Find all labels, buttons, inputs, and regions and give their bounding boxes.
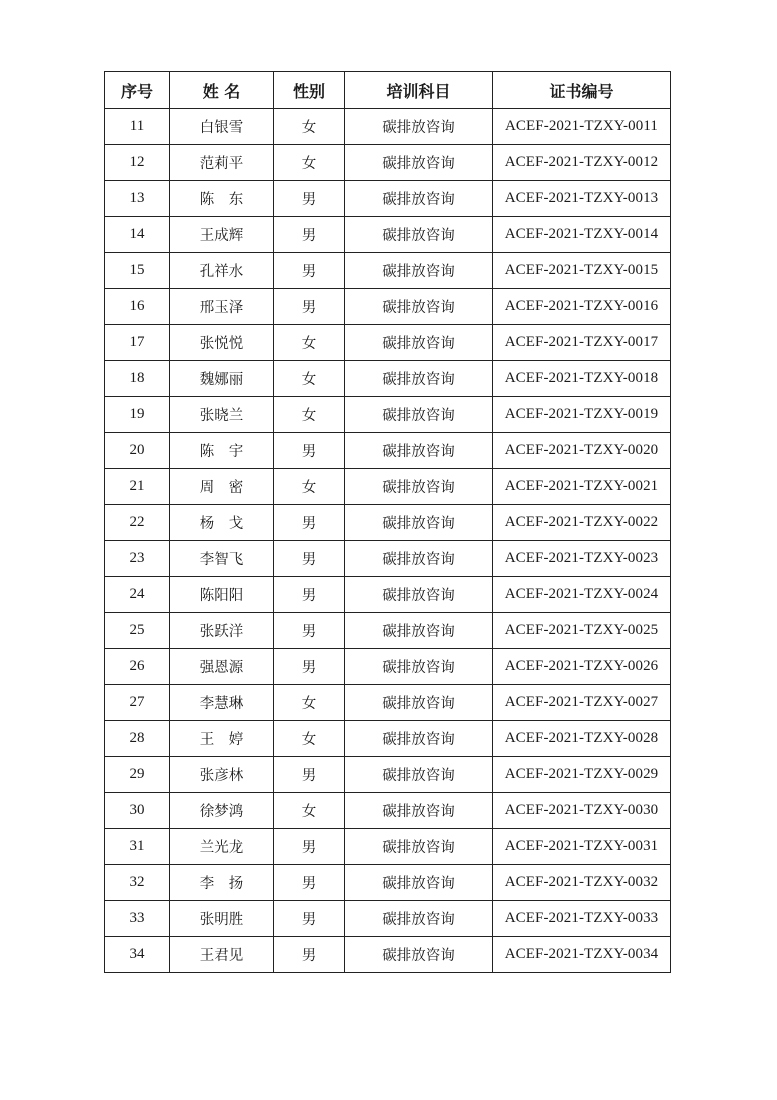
row-subject: 碳排放咨询 [345,145,493,181]
row-subject: 碳排放咨询 [345,109,493,145]
table-row [105,325,671,361]
row-name: 强恩源 [170,649,274,685]
row-index: 30 [105,793,170,829]
row-name: 周 密 [170,469,274,505]
row-subject: 碳排放咨询 [345,613,493,649]
row-name: 张彦林 [170,757,274,793]
row-gender: 男 [274,757,345,793]
row-subject: 碳排放咨询 [345,649,493,685]
row-subject: 碳排放咨询 [345,433,493,469]
row-certificate: ACEF-2021-TZXY-0019 [493,397,671,433]
row-index: 14 [105,217,170,253]
table-row [105,361,671,397]
row-index: 22 [105,505,170,541]
table-header [105,72,671,109]
row-gender: 男 [274,613,345,649]
row-subject: 碳排放咨询 [345,289,493,325]
row-name: 徐梦鸿 [170,793,274,829]
row-subject: 碳排放咨询 [345,325,493,361]
row-certificate: ACEF-2021-TZXY-0017 [493,325,671,361]
row-gender: 女 [274,397,345,433]
row-gender: 男 [274,901,345,937]
header-gender: 性别 [274,72,345,109]
row-gender: 男 [274,541,345,577]
row-certificate: ACEF-2021-TZXY-0020 [493,433,671,469]
row-index: 23 [105,541,170,577]
row-subject: 碳排放咨询 [345,469,493,505]
table-row [105,721,671,757]
row-subject: 碳排放咨询 [345,865,493,901]
row-subject: 碳排放咨询 [345,757,493,793]
row-subject: 碳排放咨询 [345,397,493,433]
table-row [105,505,671,541]
row-gender: 女 [274,469,345,505]
row-subject: 碳排放咨询 [345,361,493,397]
row-gender: 男 [274,865,345,901]
row-index: 17 [105,325,170,361]
certificate-roster-table [104,71,671,973]
row-subject: 碳排放咨询 [345,541,493,577]
table-row [105,217,671,253]
table-row [105,541,671,577]
row-gender: 男 [274,289,345,325]
row-certificate: ACEF-2021-TZXY-0025 [493,613,671,649]
row-certificate: ACEF-2021-TZXY-0016 [493,289,671,325]
table-row [105,433,671,469]
table-row [105,397,671,433]
table-row [105,469,671,505]
row-name: 王君见 [170,937,274,973]
row-name: 邢玉泽 [170,289,274,325]
row-subject: 碳排放咨询 [345,793,493,829]
row-certificate: ACEF-2021-TZXY-0024 [493,577,671,613]
row-name: 李智飞 [170,541,274,577]
row-gender: 女 [274,145,345,181]
row-name: 孔祥水 [170,253,274,289]
row-certificate: ACEF-2021-TZXY-0029 [493,757,671,793]
row-subject: 碳排放咨询 [345,577,493,613]
row-index: 11 [105,109,170,145]
row-index: 19 [105,397,170,433]
row-index: 26 [105,649,170,685]
row-gender: 女 [274,793,345,829]
row-name: 张悦悦 [170,325,274,361]
header-row [105,72,671,109]
row-name: 白银雪 [170,109,274,145]
row-certificate: ACEF-2021-TZXY-0030 [493,793,671,829]
table-row [105,649,671,685]
row-certificate: ACEF-2021-TZXY-0013 [493,181,671,217]
table-row [105,865,671,901]
row-subject: 碳排放咨询 [345,901,493,937]
row-name: 张晓兰 [170,397,274,433]
row-certificate: ACEF-2021-TZXY-0028 [493,721,671,757]
row-name: 王成辉 [170,217,274,253]
row-certificate: ACEF-2021-TZXY-0012 [493,145,671,181]
row-index: 32 [105,865,170,901]
row-subject: 碳排放咨询 [345,685,493,721]
row-gender: 女 [274,325,345,361]
row-index: 15 [105,253,170,289]
row-gender: 女 [274,361,345,397]
header-certificate: 证书编号 [493,72,671,109]
row-index: 31 [105,829,170,865]
table-row [105,829,671,865]
row-gender: 男 [274,937,345,973]
row-gender: 男 [274,505,345,541]
row-certificate: ACEF-2021-TZXY-0034 [493,937,671,973]
row-name: 李 扬 [170,865,274,901]
table-row [105,937,671,973]
row-index: 20 [105,433,170,469]
header-subject: 培训科目 [345,72,493,109]
table-row [105,613,671,649]
row-index: 27 [105,685,170,721]
row-subject: 碳排放咨询 [345,217,493,253]
row-subject: 碳排放咨询 [345,937,493,973]
row-index: 28 [105,721,170,757]
row-subject: 碳排放咨询 [345,181,493,217]
row-index: 21 [105,469,170,505]
row-index: 29 [105,757,170,793]
row-gender: 男 [274,433,345,469]
row-certificate: ACEF-2021-TZXY-0032 [493,865,671,901]
row-gender: 男 [274,577,345,613]
row-name: 李慧琳 [170,685,274,721]
header-name: 姓 名 [170,72,274,109]
row-index: 12 [105,145,170,181]
row-certificate: ACEF-2021-TZXY-0022 [493,505,671,541]
row-certificate: ACEF-2021-TZXY-0033 [493,901,671,937]
table-row [105,685,671,721]
row-gender: 男 [274,253,345,289]
row-gender: 女 [274,109,345,145]
row-name: 陈 宇 [170,433,274,469]
row-gender: 男 [274,181,345,217]
row-index: 24 [105,577,170,613]
header-index: 序号 [105,72,170,109]
row-gender: 男 [274,649,345,685]
table-row [105,109,671,145]
row-name: 陈 东 [170,181,274,217]
table-row [105,289,671,325]
row-index: 25 [105,613,170,649]
row-name: 陈阳阳 [170,577,274,613]
table-row [105,253,671,289]
row-gender: 男 [274,829,345,865]
row-index: 13 [105,181,170,217]
row-gender: 男 [274,217,345,253]
row-index: 18 [105,361,170,397]
row-certificate: ACEF-2021-TZXY-0026 [493,649,671,685]
row-name: 张跃洋 [170,613,274,649]
table-row [105,757,671,793]
row-subject: 碳排放咨询 [345,721,493,757]
row-index: 34 [105,937,170,973]
row-certificate: ACEF-2021-TZXY-0014 [493,217,671,253]
row-certificate: ACEF-2021-TZXY-0021 [493,469,671,505]
table-row [105,901,671,937]
row-certificate: ACEF-2021-TZXY-0031 [493,829,671,865]
row-gender: 女 [274,685,345,721]
row-index: 33 [105,901,170,937]
row-name: 兰光龙 [170,829,274,865]
row-name: 张明胜 [170,901,274,937]
table-row [105,181,671,217]
row-index: 16 [105,289,170,325]
row-name: 杨 戈 [170,505,274,541]
row-certificate: ACEF-2021-TZXY-0018 [493,361,671,397]
row-name: 魏娜丽 [170,361,274,397]
row-certificate: ACEF-2021-TZXY-0027 [493,685,671,721]
table-row [105,577,671,613]
table-body [105,109,671,973]
row-certificate: ACEF-2021-TZXY-0015 [493,253,671,289]
row-certificate: ACEF-2021-TZXY-0011 [493,109,671,145]
row-gender: 女 [274,721,345,757]
table-row [105,145,671,181]
row-subject: 碳排放咨询 [345,253,493,289]
table-row [105,793,671,829]
row-subject: 碳排放咨询 [345,829,493,865]
row-subject: 碳排放咨询 [345,505,493,541]
row-certificate: ACEF-2021-TZXY-0023 [493,541,671,577]
row-name: 范莉平 [170,145,274,181]
row-name: 王 婷 [170,721,274,757]
